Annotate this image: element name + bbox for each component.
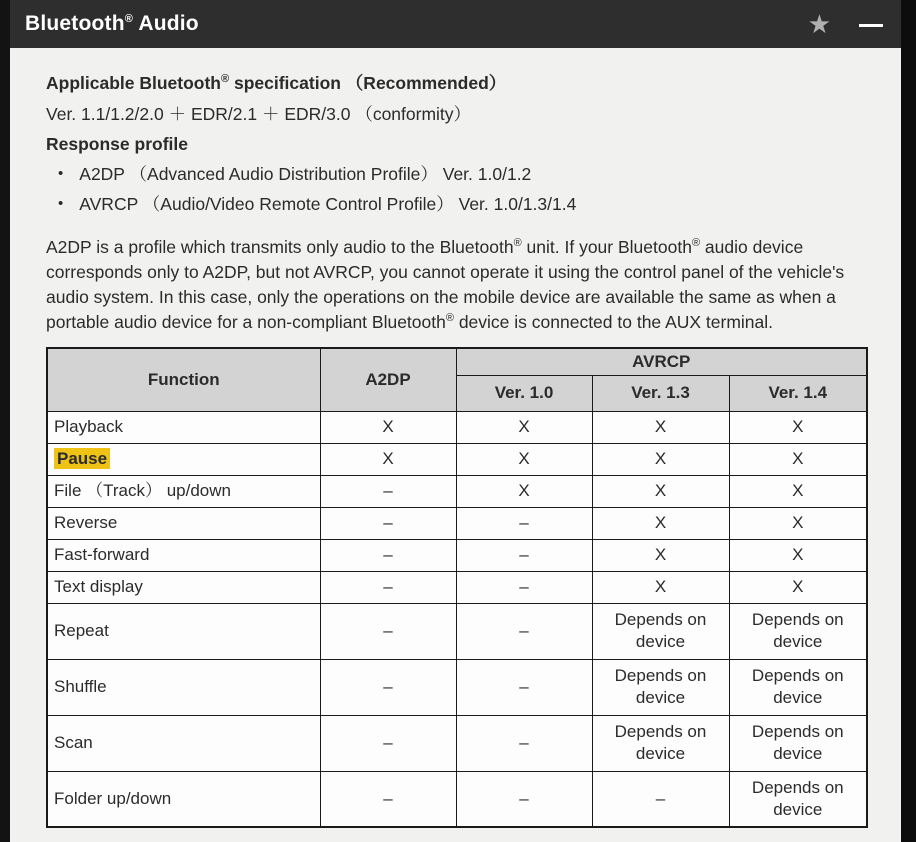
cell-ver13: Depends on device: [592, 659, 729, 715]
cell-ver13: X: [592, 507, 729, 539]
description-text: device is connected to the AUX terminal.: [453, 312, 774, 332]
spec-heading-text: Applicable Bluetooth: [46, 73, 221, 93]
cell-ver13: X: [592, 475, 729, 507]
search-highlight: Pause: [54, 448, 110, 469]
cell-a2dp: –: [320, 539, 456, 571]
cell-function: Repeat: [47, 603, 320, 659]
titlebar-controls: [808, 11, 891, 37]
cell-a2dp: X: [320, 411, 456, 443]
table-row: [47, 475, 867, 507]
registered-trademark-symbol: ®: [691, 237, 701, 250]
table-row: [47, 603, 867, 659]
page-title-text: Bluetooth: [25, 12, 125, 35]
description-text: unit. If your Bluetooth: [521, 237, 692, 257]
profile-a2dp-label: A2DP （Advanced Audio Distribution Profile） Ver. 1.0/1.2: [79, 164, 532, 184]
cell-a2dp: –: [320, 571, 456, 603]
table-row: [47, 659, 867, 715]
content-area: [10, 48, 901, 828]
cell-function: Text display: [47, 571, 320, 603]
cell-ver14: X: [729, 507, 867, 539]
cell-ver13: X: [592, 571, 729, 603]
response-profile-heading: Response profile: [46, 134, 188, 154]
registered-trademark-symbol: ®: [445, 312, 454, 325]
page-title: [25, 12, 199, 36]
cell-a2dp: –: [320, 603, 456, 659]
table-row: [47, 443, 867, 475]
table-row: [47, 411, 867, 443]
table-row: [47, 771, 867, 827]
cell-function: [47, 443, 320, 475]
favorite-star-icon[interactable]: ★: [807, 9, 831, 39]
profile-list: [46, 159, 876, 219]
table-row: [47, 571, 867, 603]
cell-a2dp: –: [320, 715, 456, 771]
cell-ver10: X: [456, 475, 592, 507]
cell-function: File （Track） up/down: [47, 475, 320, 507]
cell-a2dp: –: [320, 659, 456, 715]
list-item: [58, 189, 876, 219]
description-text: A2DP is a profile which transmits only audio to the Bluetooth: [46, 237, 514, 257]
cell-function: Fast-forward: [47, 539, 320, 571]
cell-a2dp: –: [320, 475, 456, 507]
cell-ver14: Depends on device: [729, 715, 867, 771]
registered-trademark-symbol: ®: [124, 13, 134, 25]
cell-ver10: –: [456, 715, 592, 771]
column-header-ver13: Ver. 1.3: [592, 375, 729, 411]
registered-trademark-symbol: ®: [513, 237, 522, 250]
cell-ver14: X: [729, 443, 867, 475]
column-header-avrcp: AVRCP: [456, 348, 867, 375]
cell-ver10: –: [456, 539, 592, 571]
cell-ver14: Depends on device: [729, 659, 867, 715]
cell-function: Shuffle: [47, 659, 320, 715]
profile-support-table: [46, 347, 868, 828]
cell-ver13: X: [592, 411, 729, 443]
minimize-icon[interactable]: [859, 24, 883, 27]
cell-function: Folder up/down: [47, 771, 320, 827]
cell-ver14: X: [729, 571, 867, 603]
description-text: audio device corresponds only to A2DP, but not AVRCP, you cannot operate it using the control panel of the vehicle's audio system. In this case, only the operations on the mobile device are available the same as when a portable audio device for a non-compliant Bluetooth: [46, 237, 845, 332]
bullet-icon: •: [58, 165, 64, 182]
bullet-icon: •: [58, 195, 64, 212]
cell-a2dp: –: [320, 771, 456, 827]
cell-ver14: X: [729, 539, 867, 571]
table-row: [47, 539, 867, 571]
cell-ver10: X: [456, 411, 592, 443]
cell-ver10: –: [456, 571, 592, 603]
profile-avrcp-label: AVRCP （Audio/Video Remote Control Profile） Ver. 1.0/1.3/1.4: [79, 194, 577, 214]
cell-ver13: X: [592, 539, 729, 571]
cell-function: Playback: [47, 411, 320, 443]
cell-ver13: –: [592, 771, 729, 827]
cell-ver14: Depends on device: [729, 771, 867, 827]
registered-trademark-symbol: ®: [221, 73, 230, 86]
column-header-function: Function: [47, 348, 320, 411]
list-item: [58, 159, 876, 189]
column-header-ver10: Ver. 1.0: [456, 375, 592, 411]
cell-ver10: –: [456, 603, 592, 659]
cell-ver13: Depends on device: [592, 603, 729, 659]
cell-ver10: X: [456, 443, 592, 475]
cell-ver14: Depends on device: [729, 603, 867, 659]
table-row: [47, 507, 867, 539]
page-title-suffix: Audio: [133, 12, 199, 35]
cell-ver13: X: [592, 443, 729, 475]
spec-heading-suffix: specification （Recommended）: [229, 73, 507, 93]
spec-version-line: Ver. 1.1/1.2/2.0 ＋ EDR/2.1 ＋ EDR/3.0 （conformity）: [46, 104, 472, 124]
description-paragraph: [46, 235, 876, 335]
table-header-row: [47, 348, 867, 375]
column-header-ver14: Ver. 1.4: [729, 375, 867, 411]
cell-ver13: Depends on device: [592, 715, 729, 771]
titlebar: [10, 0, 901, 48]
cell-ver14: X: [729, 411, 867, 443]
column-header-a2dp: A2DP: [320, 348, 456, 411]
cell-a2dp: X: [320, 443, 456, 475]
cell-ver10: –: [456, 659, 592, 715]
cell-ver10: –: [456, 771, 592, 827]
cell-ver14: X: [729, 475, 867, 507]
cell-a2dp: –: [320, 507, 456, 539]
cell-function: Scan: [47, 715, 320, 771]
spec-heading: [46, 70, 876, 95]
table-row: [47, 715, 867, 771]
cell-function: Reverse: [47, 507, 320, 539]
cell-ver10: –: [456, 507, 592, 539]
